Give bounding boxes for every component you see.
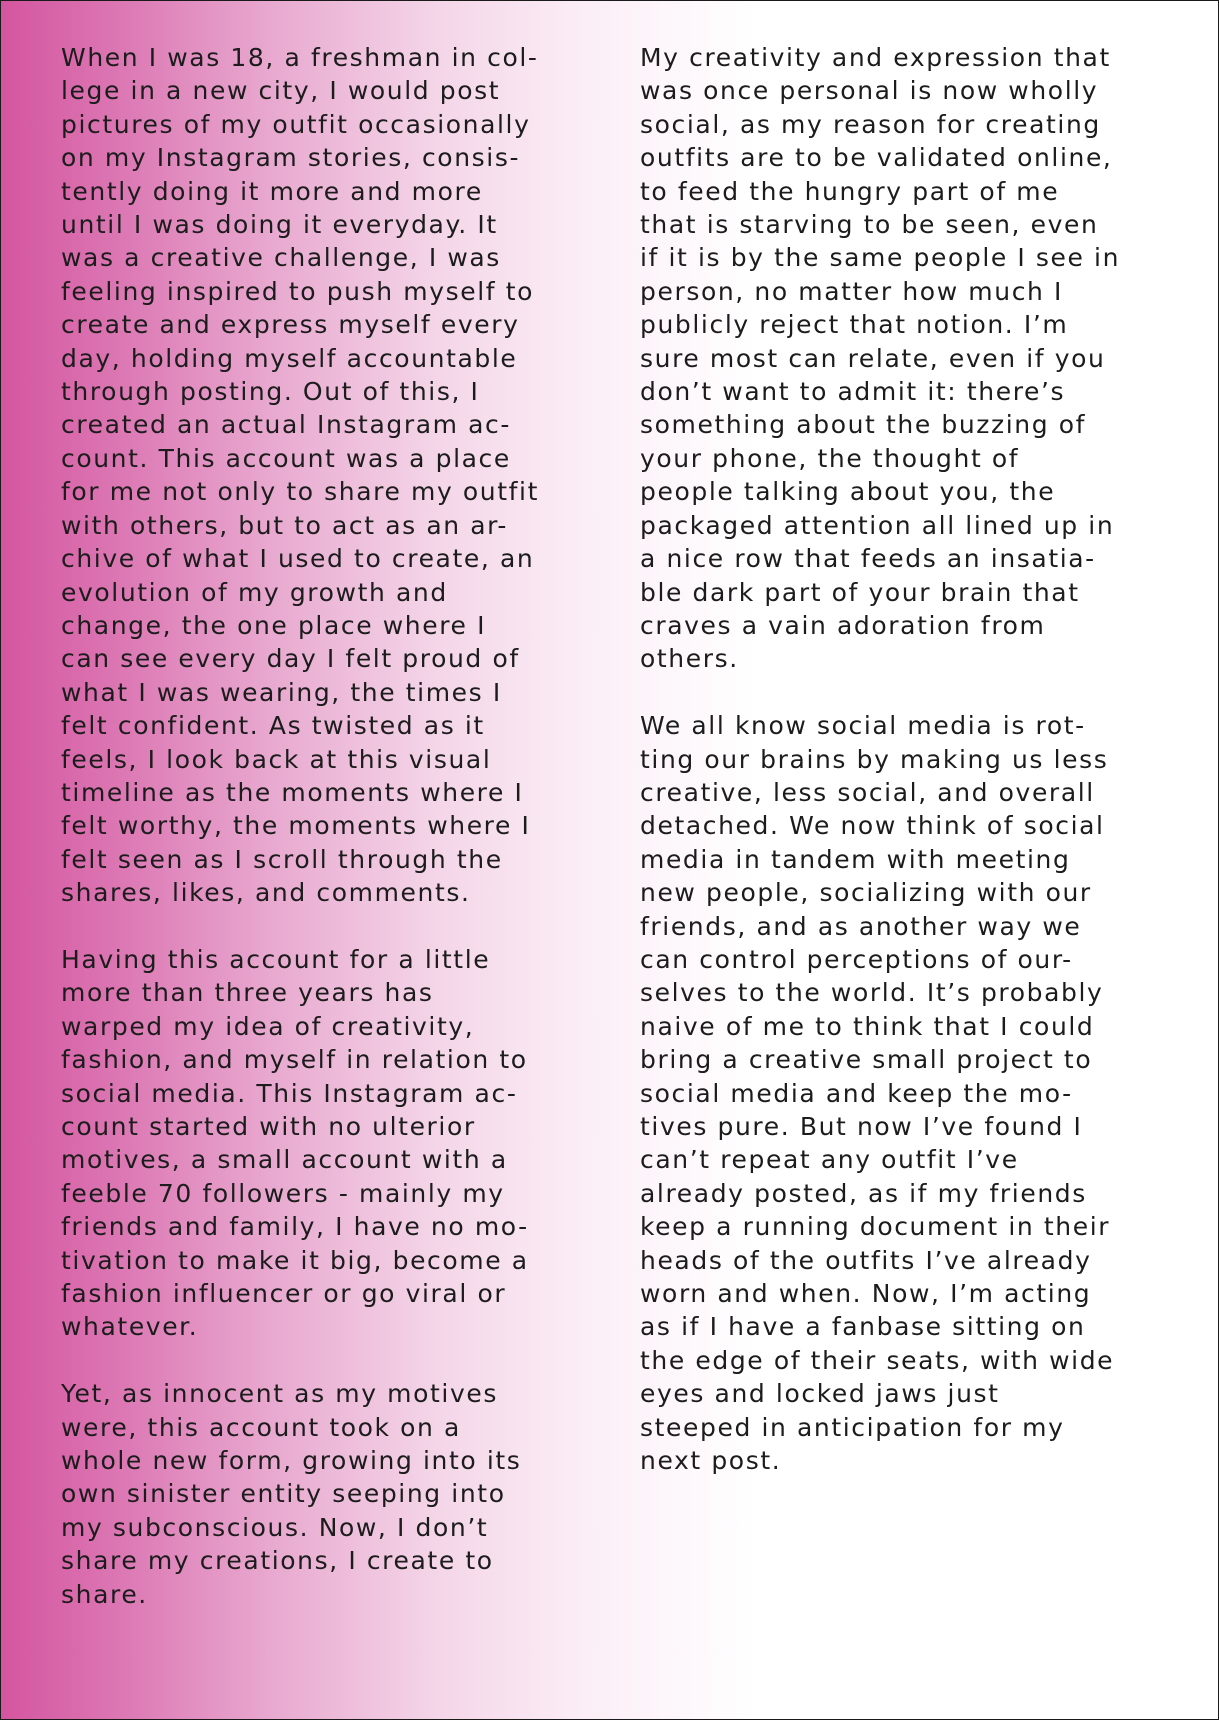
text-line: a nice row that feeds an insatia-: [640, 544, 1096, 574]
text-line: publicly reject that notion. I’m: [640, 310, 1069, 340]
text-line: pictures of my outfit occasionally: [61, 109, 531, 139]
text-line: friends, and as another way we: [640, 911, 1082, 941]
text-line: next post.: [640, 1446, 782, 1476]
text-line: was a creative challenge, I was: [61, 243, 501, 273]
text-line: can’t repeat any outfit I’ve: [640, 1145, 1019, 1175]
text-line: don’t want to admit it: there’s: [640, 377, 1066, 407]
text-line: motives, a small account with a: [61, 1145, 508, 1175]
text-line: for me not only to share my outfit: [61, 477, 539, 507]
text-line: can see every day I felt proud of: [61, 644, 520, 674]
text-line: felt worthy, the moments where I: [61, 811, 531, 841]
right-column: [640, 41, 1200, 1511]
text-line: sure most can relate, even if you: [640, 343, 1106, 373]
text-line: as if I have a fanbase sitting on: [640, 1312, 1086, 1342]
text-line: more than three years has: [61, 978, 434, 1008]
text-line: When I was 18, a freshman in col-: [61, 43, 539, 72]
text-line: day, holding myself accountable: [61, 343, 518, 373]
text-line: can control perceptions of our-: [640, 944, 1073, 974]
text-line: share.: [61, 1579, 148, 1609]
text-line: steeped in anticipation for my: [640, 1412, 1065, 1442]
text-line: feels, I look back at this visual: [61, 744, 492, 774]
text-line: on my Instagram stories, consis-: [61, 143, 521, 173]
text-line: ble dark part of your brain that: [640, 577, 1080, 607]
text-line: lege in a new city, I would post: [61, 76, 501, 106]
text-line: count. This account was a place: [61, 443, 511, 473]
text-line: change, the one place where I: [61, 610, 487, 640]
text-line: feeble 70 followers - mainly my: [61, 1178, 505, 1208]
text-line: person, no matter how much I: [640, 276, 1063, 306]
text-line: create and express myself every: [61, 310, 520, 340]
text-line: My creativity and expression that: [640, 43, 1111, 72]
text-line: ting our brains by making us less: [640, 744, 1109, 774]
text-line: through posting. Out of this, I: [61, 377, 480, 407]
text-line: whole new form, growing into its: [61, 1446, 522, 1476]
text-line: tives pure. But now I’ve found I: [640, 1111, 1083, 1141]
text-line: social media. This Instagram ac-: [61, 1078, 518, 1108]
text-line: evolution of my growth and: [61, 577, 448, 607]
text-line: bring a creative small project to: [640, 1045, 1093, 1075]
text-line: was once personal is now wholly: [640, 76, 1099, 106]
text-line: own sinister entity seeping into: [61, 1479, 506, 1509]
text-line: with others, but to act as an ar-: [61, 510, 509, 540]
text-line: timeline as the moments where I: [61, 777, 524, 807]
text-line: warped my idea of creativity,: [61, 1011, 475, 1041]
text-line: craves a vain adoration from: [640, 610, 1046, 640]
text-line: social, as my reason for creating: [640, 109, 1101, 139]
body-paragraph: [640, 41, 1200, 676]
body-paragraph: [61, 943, 596, 1344]
text-line: tently doing it more and more: [61, 176, 483, 206]
text-line: naive of me to think that I could: [640, 1011, 1095, 1041]
text-line: fashion influencer or go viral or: [61, 1279, 507, 1309]
text-line: that is starving to be seen, even: [640, 210, 1099, 240]
text-line: selves to the world. It’s probably: [640, 978, 1104, 1008]
text-line: felt seen as I scroll through the: [61, 844, 503, 874]
text-line: social media and keep the mo-: [640, 1078, 1073, 1108]
text-line: tivation to make it big, become a: [61, 1245, 529, 1275]
text-line: whatever.: [61, 1312, 199, 1342]
body-paragraph: [640, 709, 1200, 1477]
text-line: count started with no ulterior: [61, 1111, 476, 1141]
text-line: packaged attention all lined up in: [640, 510, 1115, 540]
text-line: if it is by the same people I see in: [640, 243, 1121, 273]
text-line: my subconscious. Now, I don’t: [61, 1512, 489, 1542]
text-line: worn and when. Now, I’m acting: [640, 1279, 1092, 1309]
text-line: created an actual Instagram ac-: [61, 410, 512, 440]
text-line: the edge of their seats, with wide: [640, 1345, 1115, 1375]
text-line: already posted, as if my friends: [640, 1178, 1087, 1208]
text-line: felt confident. As twisted as it: [61, 711, 485, 741]
text-line: share my creations, I create to: [61, 1546, 494, 1576]
text-line: to feed the hungry part of me: [640, 176, 1060, 206]
text-line: detached. We now think of social: [640, 811, 1105, 841]
text-line: were, this account took on a: [61, 1412, 461, 1442]
text-line: We all know social media is rot-: [640, 711, 1086, 741]
text-line: Having this account for a little: [61, 944, 491, 974]
text-line: until I was doing it everyday. It: [61, 210, 498, 240]
body-paragraph: [61, 41, 596, 910]
text-line: keep a running document in their: [640, 1212, 1111, 1242]
body-paragraph: [61, 1377, 596, 1611]
text-line: creative, less social, and overall: [640, 777, 1095, 807]
text-line: heads of the outfits I’ve already: [640, 1245, 1092, 1275]
text-line: friends and family, I have no mo-: [61, 1212, 529, 1242]
text-line: eyes and locked jaws just: [640, 1379, 1000, 1409]
text-line: others.: [640, 644, 739, 674]
text-line: Yet, as innocent as my motives: [61, 1379, 498, 1409]
text-line: people talking about you, the: [640, 477, 1056, 507]
text-line: fashion, and myself in relation to: [61, 1045, 528, 1075]
text-line: something about the buzzing of: [640, 410, 1087, 440]
text-line: your phone, the thought of: [640, 443, 1020, 473]
text-line: chive of what I used to create, an: [61, 544, 535, 574]
text-line: feeling inspired to push myself to: [61, 276, 534, 306]
text-line: shares, likes, and comments.: [61, 878, 471, 908]
text-line: what I was wearing, the times I: [61, 677, 502, 707]
text-line: new people, socializing with our: [640, 878, 1092, 908]
text-line: media in tandem with meeting: [640, 844, 1071, 874]
text-line: outfits are to be validated online,: [640, 143, 1113, 173]
left-column: [61, 41, 596, 1644]
